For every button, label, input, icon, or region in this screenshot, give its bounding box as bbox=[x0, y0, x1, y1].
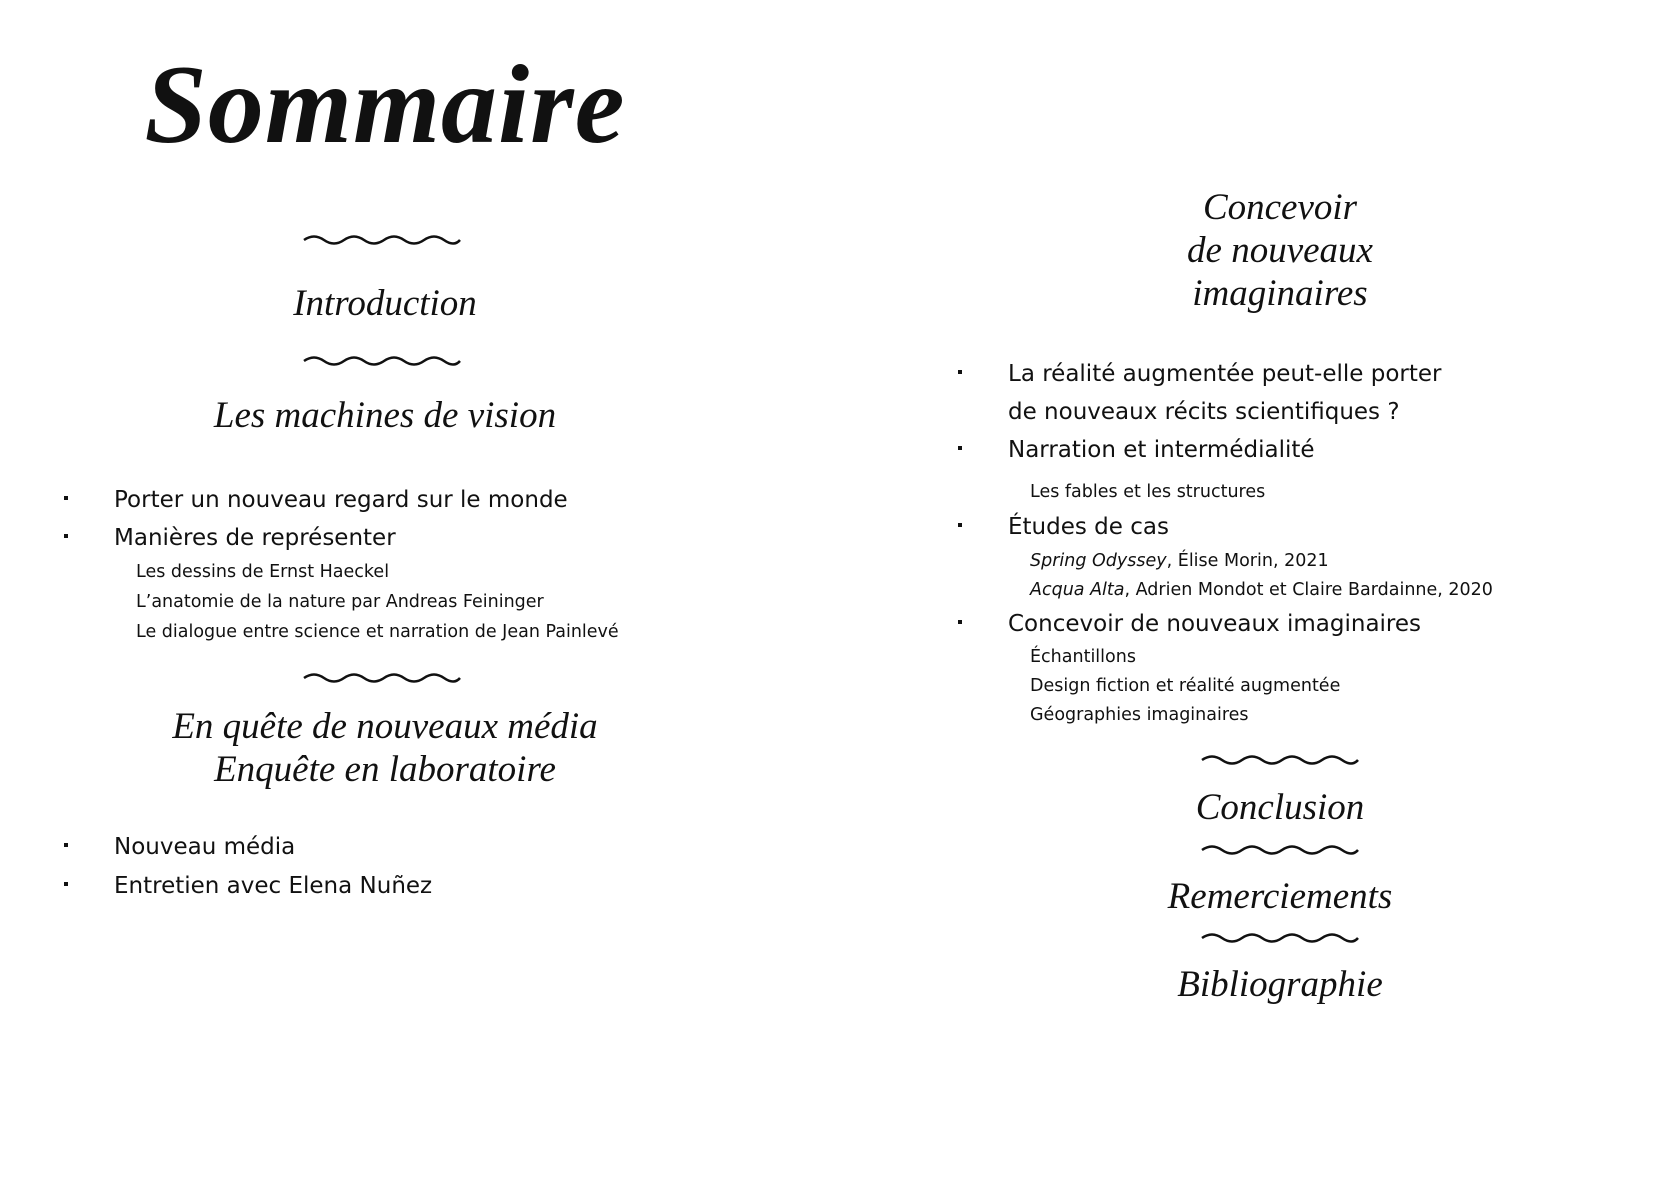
work-credit: , Adrien Mondot et Claire Bardainne, 2020 bbox=[1124, 580, 1493, 600]
toc-item[interactable]: Nouveau média bbox=[114, 829, 295, 865]
toc-subitem[interactable]: Les fables et les structures bbox=[1030, 482, 1266, 502]
section-concevoir-heading-line[interactable]: de nouveaux bbox=[1187, 230, 1373, 271]
work-credit: , Élise Morin, 2021 bbox=[1166, 551, 1329, 571]
toc-subitem[interactable]: L’anatomie de la nature par Andreas Feininger bbox=[136, 592, 544, 612]
wave-divider bbox=[302, 671, 462, 685]
page-title: Sommaire bbox=[144, 43, 626, 167]
section-introduction[interactable]: Introduction bbox=[293, 283, 477, 324]
wave-divider bbox=[1200, 753, 1360, 767]
section-bibliographie[interactable]: Bibliographie bbox=[1177, 964, 1383, 1005]
toc-subitem[interactable]: Échantillons bbox=[1030, 647, 1136, 667]
section-enquete-laboratoire[interactable]: Enquête en laboratoire bbox=[214, 749, 556, 790]
wave-divider bbox=[1200, 931, 1360, 945]
toc-item-continuation[interactable]: de nouveaux récits scientifiques ? bbox=[1008, 399, 1400, 425]
work-title: Acqua Alta bbox=[1030, 580, 1125, 600]
toc-subitem[interactable]: Géographies imaginaires bbox=[1030, 705, 1249, 725]
toc-item[interactable]: Narration et intermédialité bbox=[1008, 432, 1315, 468]
section-conclusion[interactable]: Conclusion bbox=[1195, 787, 1365, 828]
section-concevoir-heading-line[interactable]: Concevoir bbox=[1202, 187, 1358, 228]
toc-item[interactable]: Porter un nouveau regard sur le monde bbox=[114, 482, 568, 518]
toc-subitem[interactable] bbox=[1030, 575, 1493, 605]
work-title: Spring Odyssey bbox=[1030, 551, 1167, 571]
wave-divider bbox=[302, 233, 462, 247]
toc-item[interactable]: Concevoir de nouveaux imaginaires bbox=[1008, 606, 1421, 642]
toc-subitem[interactable]: Le dialogue entre science et narration de Jean Painlevé bbox=[136, 622, 619, 642]
section-remerciements[interactable]: Remerciements bbox=[1167, 876, 1393, 917]
toc-item[interactable]: La réalité augmentée peut-elle porter bbox=[1008, 356, 1442, 392]
section-concevoir-heading-line[interactable]: imaginaires bbox=[1192, 273, 1368, 314]
toc-item[interactable]: Entretien avec Elena Nuñez bbox=[114, 868, 432, 904]
toc-item[interactable]: Manières de représenter bbox=[114, 520, 396, 556]
section-nouveaux-media[interactable]: En quête de nouveaux média bbox=[172, 706, 598, 747]
toc-subitem[interactable]: Design fiction et réalité augmentée bbox=[1030, 676, 1341, 696]
section-machines-de-vision[interactable]: Les machines de vision bbox=[213, 395, 557, 436]
toc-subitem[interactable]: Les dessins de Ernst Haeckel bbox=[136, 562, 390, 582]
toc-item[interactable]: Études de cas bbox=[1008, 509, 1169, 545]
wave-divider bbox=[1200, 843, 1360, 857]
wave-divider bbox=[302, 354, 462, 368]
toc-subitem[interactable] bbox=[1030, 546, 1329, 576]
